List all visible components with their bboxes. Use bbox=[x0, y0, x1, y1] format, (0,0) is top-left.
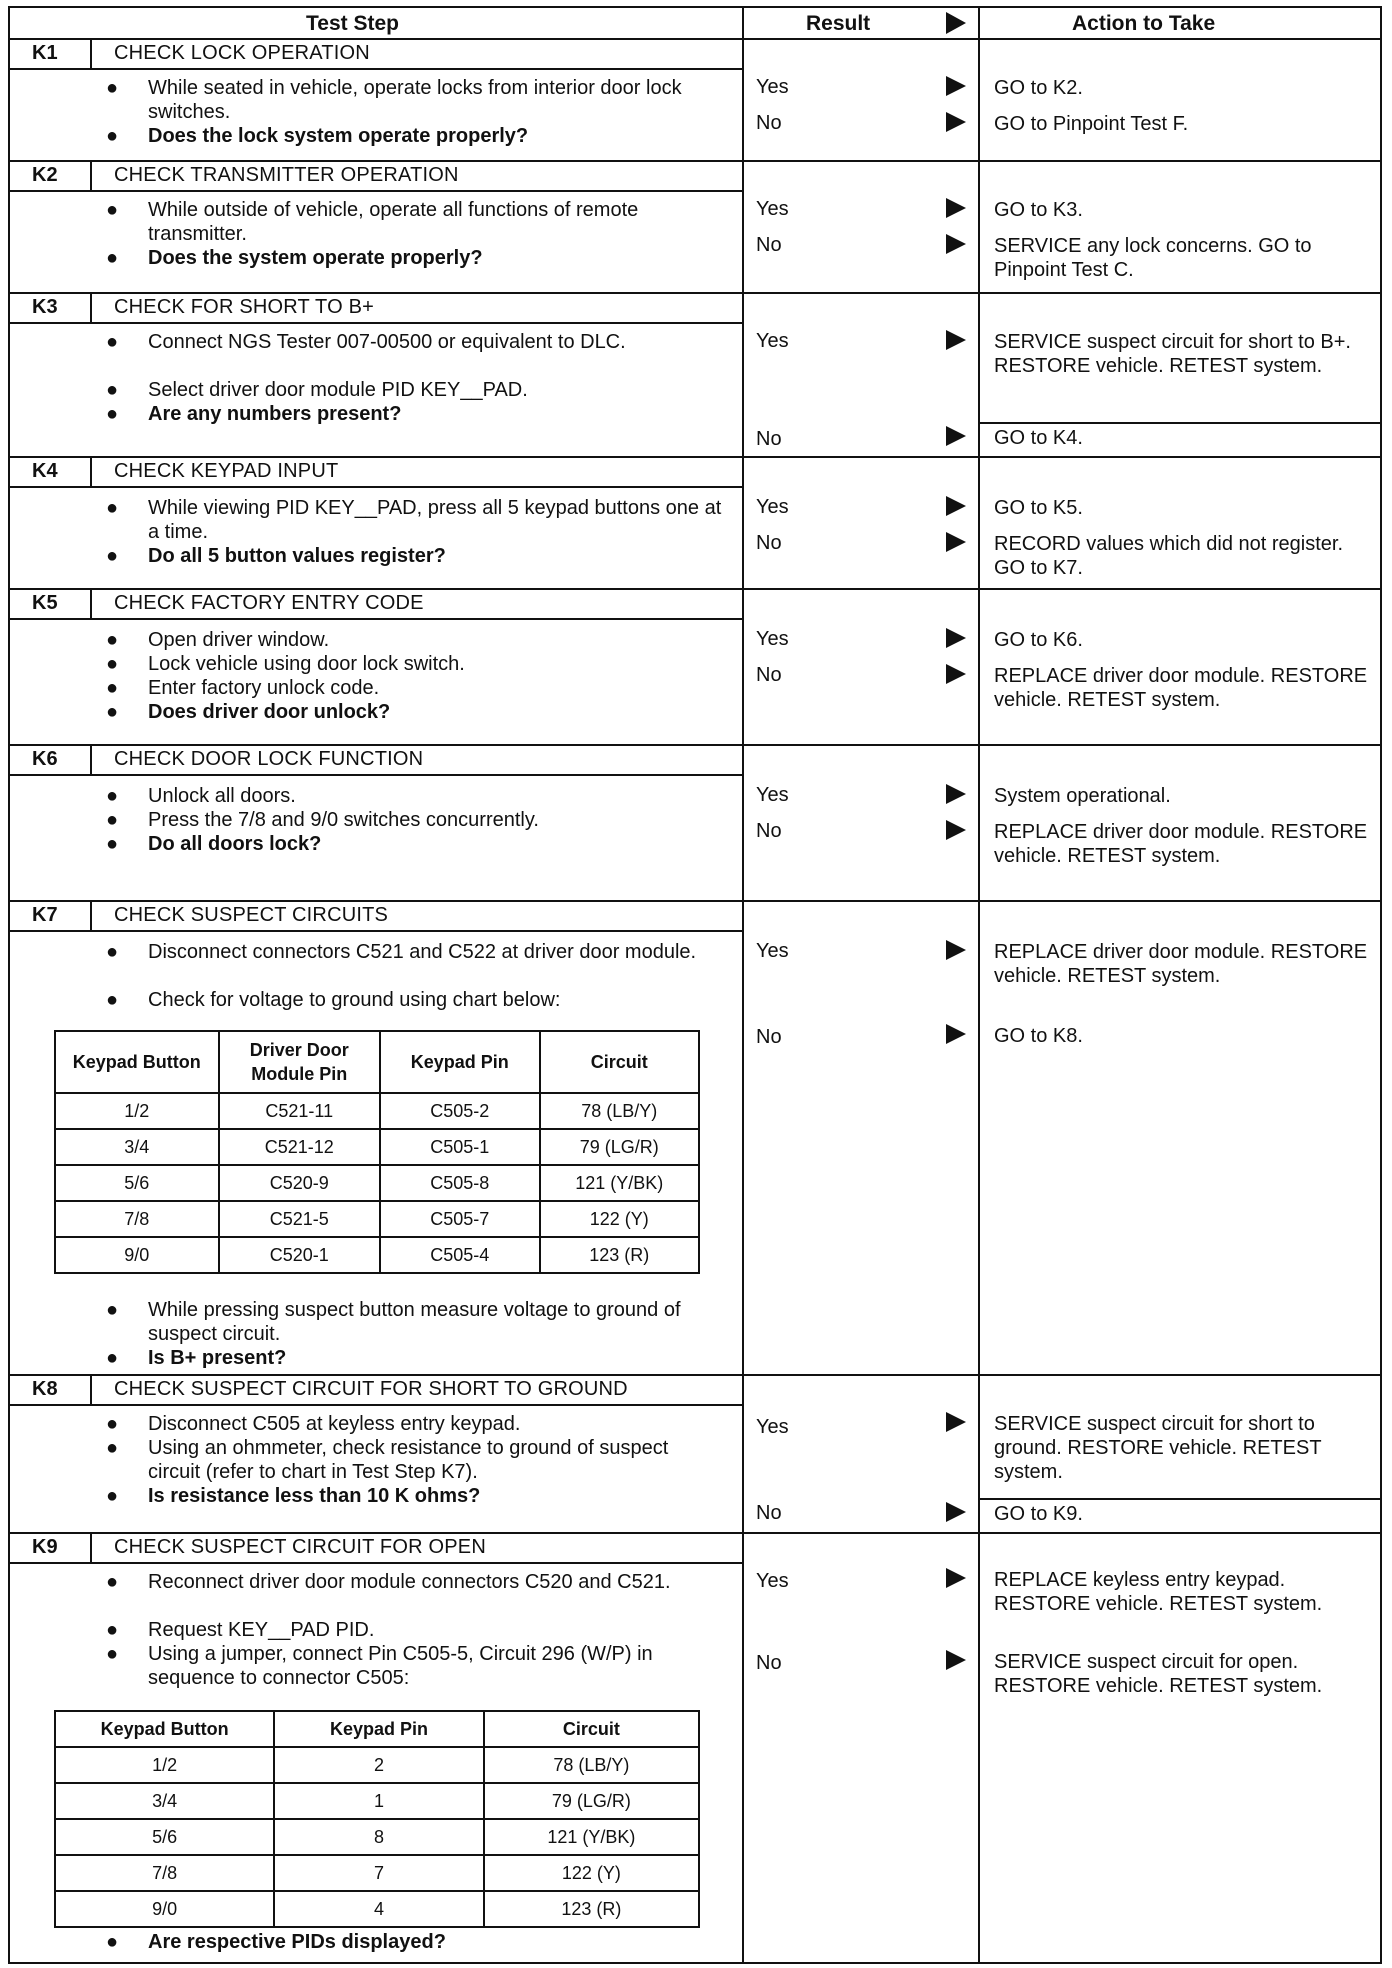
action-k1-no: GO to Pinpoint Test F. bbox=[994, 113, 1189, 135]
table-cell: C521-12 bbox=[219, 1129, 380, 1165]
table-row bbox=[55, 1819, 699, 1855]
k7-voltage-chart bbox=[54, 1030, 700, 1274]
step-title-k9: CHECK SUSPECT CIRCUIT FOR OPEN bbox=[114, 1536, 486, 1558]
action-k4-no: RECORD values which did not register. GO to K7. bbox=[994, 533, 1344, 579]
bullet-k3-3: ● Are any numbers present? bbox=[106, 403, 402, 425]
bullet-k7-2: ● Check for voltage to ground using chart below: bbox=[106, 989, 561, 1011]
bullet-k1-1: ● While seated in vehicle, operate locks from interior door lock switches. bbox=[106, 77, 682, 123]
result-k8-yes: Yes bbox=[756, 1416, 789, 1438]
bullet-k5-4: ● Does driver door unlock? bbox=[106, 701, 391, 723]
table-cell: 79 (LG/R) bbox=[484, 1783, 699, 1819]
table-cell: 2 bbox=[274, 1747, 483, 1783]
table-cell: C505-2 bbox=[380, 1093, 540, 1129]
result-k6-yes: Yes bbox=[756, 784, 789, 806]
table-row bbox=[55, 1783, 699, 1819]
right-triangle-arrow-icon bbox=[946, 1568, 966, 1588]
table-header bbox=[10, 8, 1380, 38]
step-id-k5: K5 bbox=[32, 592, 58, 614]
table-cell: C505-1 bbox=[380, 1129, 540, 1165]
k9-jumper-chart bbox=[54, 1710, 700, 1928]
result-k4-no: No bbox=[756, 532, 782, 554]
action-k4-yes: GO to K5. bbox=[994, 497, 1083, 519]
table-cell: 9/0 bbox=[55, 1891, 274, 1927]
k5-id-divider bbox=[90, 588, 92, 618]
right-triangle-arrow-icon bbox=[946, 76, 966, 96]
table-cell: 121 (Y/BK) bbox=[540, 1165, 700, 1201]
step-id-k2: K2 bbox=[32, 164, 58, 186]
k7-bottom-divider bbox=[10, 1374, 1380, 1376]
bullet-k6-1: ● Unlock all doors. bbox=[106, 785, 296, 807]
step-id-k9: K9 bbox=[32, 1536, 58, 1558]
table-cell: C520-9 bbox=[219, 1165, 380, 1201]
right-triangle-arrow-icon bbox=[946, 784, 966, 804]
table-row bbox=[55, 1237, 699, 1273]
table-cell: C520-1 bbox=[219, 1237, 380, 1273]
table-cell: 1/2 bbox=[55, 1093, 219, 1129]
result-k7-yes: Yes bbox=[756, 940, 789, 962]
header-divider bbox=[10, 38, 1380, 40]
table-cell: 122 (Y) bbox=[484, 1855, 699, 1891]
right-triangle-arrow-icon bbox=[946, 330, 966, 350]
action-k5-no: REPLACE driver door module. RESTORE vehicle. RETEST system. bbox=[994, 665, 1368, 711]
k9-col-circuit: Circuit bbox=[484, 1711, 699, 1747]
k7-col-circuit: Circuit bbox=[540, 1031, 700, 1093]
k6-id-divider bbox=[90, 744, 92, 774]
k5-title-divider bbox=[10, 618, 742, 620]
result-k7-no: No bbox=[756, 1026, 782, 1048]
table-cell: C505-7 bbox=[380, 1201, 540, 1237]
action-k7-no: GO to K8. bbox=[994, 1025, 1083, 1047]
step-title-k1: CHECK LOCK OPERATION bbox=[114, 42, 370, 64]
action-column-divider bbox=[978, 8, 980, 1962]
bullet-k3-1: ● Connect NGS Tester 007-00500 or equivalent to DLC. bbox=[106, 331, 626, 353]
step-title-k3: CHECK FOR SHORT TO B+ bbox=[114, 296, 375, 318]
k2-bottom-divider bbox=[10, 292, 1380, 294]
table-cell: 79 (LG/R) bbox=[540, 1129, 700, 1165]
table-cell: 122 (Y) bbox=[540, 1201, 700, 1237]
result-k4-yes: Yes bbox=[756, 496, 789, 518]
header-action: Action to Take bbox=[1072, 12, 1216, 35]
bullet-k8-3: ● Is resistance less than 10 K ohms? bbox=[106, 1485, 481, 1507]
k3-action-divider bbox=[978, 422, 1380, 424]
table-cell: 3/4 bbox=[55, 1129, 219, 1165]
action-k9-yes: REPLACE keyless entry keypad. RESTORE vehicle. RETEST system. bbox=[994, 1569, 1323, 1615]
k5-bottom-divider bbox=[10, 744, 1380, 746]
table-cell: 123 (R) bbox=[540, 1237, 700, 1273]
header-test-step: Test Step bbox=[306, 12, 399, 35]
action-k8-yes: SERVICE suspect circuit for short to ground. RESTORE vehicle. RETEST system. bbox=[994, 1413, 1322, 1483]
k7-chart-header-row bbox=[55, 1031, 699, 1093]
action-k2-no: SERVICE any lock concerns. GO to Pinpoint Test C. bbox=[994, 235, 1312, 281]
k8-action-divider bbox=[978, 1498, 1380, 1500]
table-row bbox=[55, 1891, 699, 1927]
bullet-k8-2: ● Using an ohmmeter, check resistance to ground of suspect circuit (refer to chart in Test Step K7). bbox=[106, 1437, 669, 1483]
right-triangle-arrow-icon bbox=[946, 1502, 966, 1522]
bullet-k4-2: ● Do all 5 button values register? bbox=[106, 545, 446, 567]
k7-id-divider bbox=[90, 900, 92, 930]
action-k3-no: GO to K4. bbox=[994, 427, 1083, 449]
result-k5-no: No bbox=[756, 664, 782, 686]
bullet-k7-1: ● Disconnect connectors C521 and C522 at driver door module. bbox=[106, 941, 697, 963]
result-k3-yes: Yes bbox=[756, 330, 789, 352]
step-title-k7: CHECK SUSPECT CIRCUITS bbox=[114, 904, 389, 926]
action-k5-yes: GO to K6. bbox=[994, 629, 1083, 651]
bullet-k6-2: ● Press the 7/8 and 9/0 switches concurrently. bbox=[106, 809, 539, 831]
right-triangle-arrow-icon bbox=[946, 198, 966, 218]
right-triangle-arrow-icon bbox=[946, 112, 966, 132]
right-triangle-arrow-icon bbox=[946, 532, 966, 552]
k2-id-divider bbox=[90, 160, 92, 190]
k1-bottom-divider bbox=[10, 160, 1380, 162]
k9-col-keypad-pin: Keypad Pin bbox=[274, 1711, 483, 1747]
step-title-k4: CHECK KEYPAD INPUT bbox=[114, 460, 339, 482]
right-triangle-arrow-icon bbox=[946, 1650, 966, 1670]
result-k6-no: No bbox=[756, 820, 782, 842]
header-result: Result bbox=[806, 12, 871, 35]
k1-title-divider bbox=[10, 68, 742, 70]
bullet-k3-2: ● Select driver door module PID KEY__PAD. bbox=[106, 379, 528, 401]
result-k9-yes: Yes bbox=[756, 1570, 789, 1592]
step-id-k8: K8 bbox=[32, 1378, 58, 1400]
table-cell: 78 (LB/Y) bbox=[484, 1747, 699, 1783]
right-triangle-arrow-icon bbox=[946, 496, 966, 516]
right-triangle-arrow-icon bbox=[946, 940, 966, 960]
result-k3-no: No bbox=[756, 428, 782, 450]
right-triangle-arrow-icon bbox=[946, 664, 966, 684]
result-k1-no: No bbox=[756, 112, 782, 134]
k4-id-divider bbox=[90, 456, 92, 486]
bullet-k4-1: ● While viewing PID KEY__PAD, press all 5 keypad buttons one at a time. bbox=[106, 497, 722, 543]
result-column-divider bbox=[742, 8, 744, 1962]
result-k9-no: No bbox=[756, 1652, 782, 1674]
k4-bottom-divider bbox=[10, 588, 1380, 590]
k3-id-divider bbox=[90, 292, 92, 322]
step-id-k1: K1 bbox=[32, 42, 58, 64]
table-cell: C521-5 bbox=[219, 1201, 380, 1237]
bullet-k9-4: ● Are respective PIDs displayed? bbox=[106, 1931, 446, 1953]
k8-title-divider bbox=[10, 1404, 742, 1406]
right-triangle-arrow-icon bbox=[946, 820, 966, 840]
table-cell: 121 (Y/BK) bbox=[484, 1819, 699, 1855]
bullet-k5-3: ● Enter factory unlock code. bbox=[106, 677, 380, 699]
table-row bbox=[55, 1129, 699, 1165]
k9-col-keypad-button: Keypad Button bbox=[55, 1711, 274, 1747]
bullet-k8-1: ● Disconnect C505 at keyless entry keypad. bbox=[106, 1413, 521, 1435]
table-cell: 5/6 bbox=[55, 1165, 219, 1201]
action-k3-yes: SERVICE suspect circuit for short to B+. RESTORE vehicle. RETEST system. bbox=[994, 331, 1351, 377]
k3-title-divider bbox=[10, 322, 742, 324]
table-cell: 5/6 bbox=[55, 1819, 274, 1855]
step-id-k6: K6 bbox=[32, 748, 58, 770]
bullet-k5-1: ● Open driver window. bbox=[106, 629, 330, 651]
table-row bbox=[55, 1855, 699, 1891]
table-cell: 7/8 bbox=[55, 1201, 219, 1237]
k1-id-divider bbox=[90, 38, 92, 68]
result-k8-no: No bbox=[756, 1502, 782, 1524]
k3-bottom-divider bbox=[10, 456, 1380, 458]
bullet-k1-2: ● Does the lock system operate properly? bbox=[106, 125, 529, 147]
result-k1-yes: Yes bbox=[756, 76, 789, 98]
table-cell: 9/0 bbox=[55, 1237, 219, 1273]
step-title-k5: CHECK FACTORY ENTRY CODE bbox=[114, 592, 424, 614]
step-title-k8: CHECK SUSPECT CIRCUIT FOR SHORT TO GROUND bbox=[114, 1378, 628, 1400]
k9-chart-header-row bbox=[55, 1711, 699, 1747]
table-cell: 1/2 bbox=[55, 1747, 274, 1783]
result-k5-yes: Yes bbox=[756, 628, 789, 650]
right-triangle-arrow-icon bbox=[946, 12, 966, 34]
k7-title-divider bbox=[10, 930, 742, 932]
k4-title-divider bbox=[10, 486, 742, 488]
diagnostic-test-table bbox=[8, 6, 1382, 1964]
bullet-k9-3: ● Using a jumper, connect Pin C505-5, Circuit 296 (W/P) in sequence to connector C505: bbox=[106, 1643, 653, 1689]
action-k6-no: REPLACE driver door module. RESTORE vehicle. RETEST system. bbox=[994, 821, 1368, 867]
bullet-k7-4: ● Is B+ present? bbox=[106, 1347, 287, 1369]
k7-col-keypad-button: Keypad Button bbox=[55, 1031, 219, 1093]
bullet-k9-2: ● Request KEY__PAD PID. bbox=[106, 1619, 375, 1641]
table-cell: 7 bbox=[274, 1855, 483, 1891]
bullet-k6-3: ● Do all doors lock? bbox=[106, 833, 322, 855]
right-triangle-arrow-icon bbox=[946, 1412, 966, 1432]
step-id-k3: K3 bbox=[32, 296, 58, 318]
table-cell: C521-11 bbox=[219, 1093, 380, 1129]
action-k6-yes: System operational. bbox=[994, 785, 1171, 807]
table-row bbox=[55, 1093, 699, 1129]
k7-col-module-pin: Driver Door Module Pin bbox=[219, 1031, 380, 1093]
table-cell: C505-8 bbox=[380, 1165, 540, 1201]
k6-title-divider bbox=[10, 774, 742, 776]
k9-title-divider bbox=[10, 1562, 742, 1564]
right-triangle-arrow-icon bbox=[946, 628, 966, 648]
table-cell: C505-4 bbox=[380, 1237, 540, 1273]
bullet-k2-1: ● While outside of vehicle, operate all functions of remote transmitter. bbox=[106, 199, 639, 245]
k2-title-divider bbox=[10, 190, 742, 192]
right-triangle-arrow-icon bbox=[946, 426, 966, 446]
result-k2-no: No bbox=[756, 234, 782, 256]
bullet-k5-2: ● Lock vehicle using door lock switch. bbox=[106, 653, 465, 675]
bullet-k2-2: ● Does the system operate properly? bbox=[106, 247, 483, 269]
table-cell: 1 bbox=[274, 1783, 483, 1819]
k8-id-divider bbox=[90, 1374, 92, 1404]
right-triangle-arrow-icon bbox=[946, 1024, 966, 1044]
step-id-k7: K7 bbox=[32, 904, 58, 926]
step-id-k4: K4 bbox=[32, 460, 58, 482]
table-cell: 3/4 bbox=[55, 1783, 274, 1819]
bullet-k7-3: ● While pressing suspect button measure voltage to ground of suspect circuit. bbox=[106, 1299, 681, 1345]
action-k1-yes: GO to K2. bbox=[994, 77, 1083, 99]
table-row bbox=[55, 1201, 699, 1237]
k7-col-keypad-pin: Keypad Pin bbox=[380, 1031, 540, 1093]
result-k2-yes: Yes bbox=[756, 198, 789, 220]
action-k9-no: SERVICE suspect circuit for open. RESTORE vehicle. RETEST system. bbox=[994, 1651, 1323, 1697]
table-cell: 7/8 bbox=[55, 1855, 274, 1891]
k6-bottom-divider bbox=[10, 900, 1380, 902]
right-triangle-arrow-icon bbox=[946, 234, 966, 254]
action-k8-no: GO to K9. bbox=[994, 1503, 1083, 1525]
step-title-k6: CHECK DOOR LOCK FUNCTION bbox=[114, 748, 424, 770]
table-cell: 4 bbox=[274, 1891, 483, 1927]
k9-id-divider bbox=[90, 1532, 92, 1562]
k8-bottom-divider bbox=[10, 1532, 1380, 1534]
table-cell: 123 (R) bbox=[484, 1891, 699, 1927]
action-k7-yes: REPLACE driver door module. RESTORE vehicle. RETEST system. bbox=[994, 941, 1368, 987]
step-title-k2: CHECK TRANSMITTER OPERATION bbox=[114, 164, 459, 186]
table-cell: 8 bbox=[274, 1819, 483, 1855]
table-cell: 78 (LB/Y) bbox=[540, 1093, 700, 1129]
table-row bbox=[55, 1747, 699, 1783]
action-k2-yes: GO to K3. bbox=[994, 199, 1083, 221]
bullet-k9-1: ● Reconnect driver door module connectors C520 and C521. bbox=[106, 1571, 671, 1593]
table-row bbox=[55, 1165, 699, 1201]
